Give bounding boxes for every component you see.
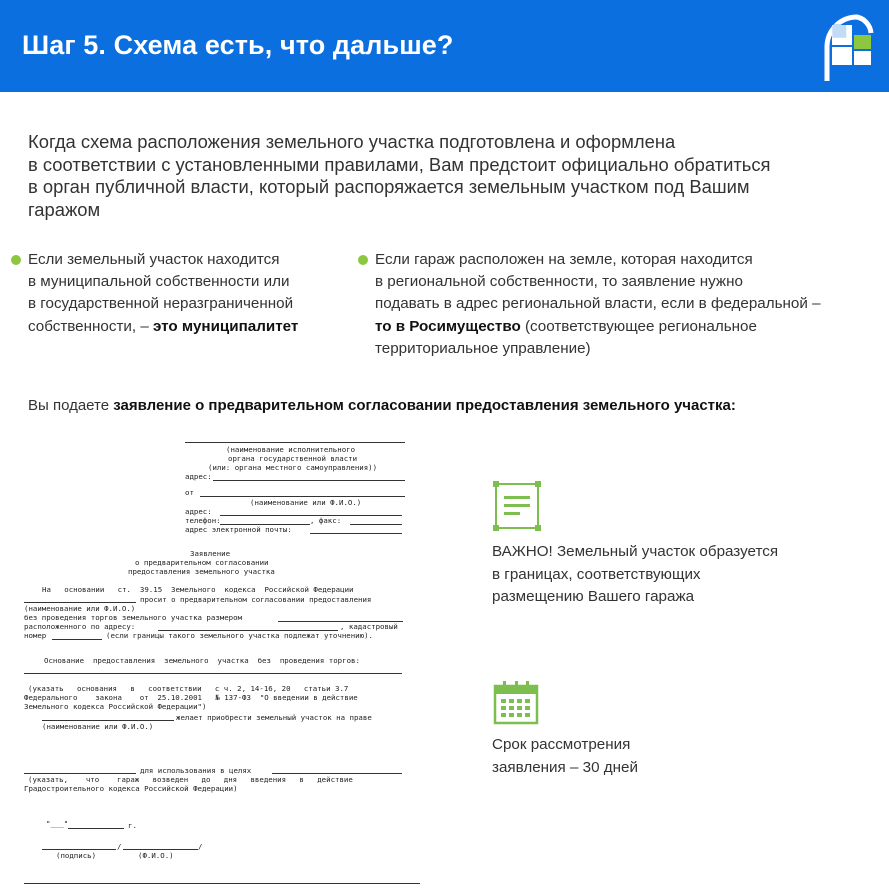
form-text: органа государственной власти bbox=[228, 454, 358, 463]
note-line: заявления – 30 дней bbox=[492, 758, 638, 776]
header-bar bbox=[0, 0, 889, 92]
form-text: Основание предоставления земельного участка без проведения торгов: bbox=[44, 656, 360, 665]
form-title: предоставления земельного участка bbox=[128, 567, 275, 576]
form-line bbox=[350, 524, 402, 525]
bullet-emphasis: то в Росимущество bbox=[375, 317, 521, 335]
bullet-line: Если гараж расположен на земле, которая находится bbox=[375, 251, 753, 268]
form-text: г. bbox=[128, 821, 137, 830]
submit-emphasis: заявление о предварительном согласовании предоставления земельного участка: bbox=[113, 397, 736, 414]
form-line bbox=[42, 849, 116, 850]
form-text: (Ф.И.О.) bbox=[138, 851, 174, 860]
bullet-line: территориальное управление) bbox=[375, 339, 591, 357]
calendar-icon bbox=[493, 681, 539, 725]
form-text: Градостроительного кодекса Российской Федерации) bbox=[24, 784, 238, 793]
form-line bbox=[42, 720, 174, 721]
bullet-municipal bbox=[28, 249, 348, 338]
form-line bbox=[123, 849, 198, 850]
form-line bbox=[185, 442, 405, 443]
form-text: адрес электронной почты: bbox=[185, 525, 292, 534]
form-text: без проведения торгов земельного участка размером bbox=[24, 613, 243, 622]
form-line bbox=[272, 773, 402, 774]
term-note bbox=[492, 734, 872, 779]
form-date: "___" bbox=[46, 819, 69, 828]
form-text: (если границы такого земельного участка подлежат уточнению). bbox=[106, 631, 373, 640]
bullet-text: (соответствующее региональное bbox=[520, 317, 757, 335]
form-text: (наименование исполнительного bbox=[226, 445, 356, 454]
submit-prefix: Вы подаете bbox=[28, 397, 114, 414]
bullet-line: в государственной неразграниченной bbox=[28, 295, 294, 313]
intro-line: в орган публичной власти, который распоряжается земельным участком под Вашим bbox=[28, 176, 750, 197]
form-text: (наименование или Ф.И.О.) bbox=[250, 498, 362, 507]
document-frame-icon bbox=[493, 481, 541, 531]
bullet-text: собственности, – bbox=[28, 317, 153, 335]
form-text: просит о предварительном согласовании предоставления bbox=[140, 595, 372, 604]
rosreestr-logo-icon bbox=[823, 11, 875, 83]
bullet-line: в региональной собственности, то заявление нужно bbox=[375, 273, 743, 291]
submit-statement bbox=[28, 397, 736, 414]
form-text: (наименование или Ф.И.О.) bbox=[24, 604, 136, 613]
bullet-line: в муниципальной собственности или bbox=[28, 273, 290, 291]
form-text: адрес: bbox=[185, 472, 212, 481]
intro-line: в соответствии с установленными правилами, Вам предстоит официально обратиться bbox=[28, 153, 771, 175]
form-text: / bbox=[117, 842, 122, 851]
form-line bbox=[68, 828, 124, 829]
application-form-sample bbox=[20, 428, 420, 888]
note-line: Срок рассмотрения bbox=[492, 736, 631, 753]
form-text: телефон: bbox=[185, 516, 221, 525]
bullet-line: подавать в адрес региональной власти, если в федеральной – bbox=[375, 295, 821, 313]
form-text: Земельного кодекса Российской Федерации") bbox=[24, 702, 207, 711]
form-line bbox=[24, 773, 136, 774]
form-text: номер bbox=[24, 631, 47, 640]
bullet-dot-icon bbox=[11, 255, 21, 265]
form-line bbox=[24, 602, 136, 603]
form-text: Федерального закона от 25.10.2001 № 137-ФЗ "О введении в действие bbox=[24, 693, 358, 702]
form-text: На основании ст. 39.15 Земельного кодекса Российской Федерации bbox=[42, 585, 354, 594]
form-text: желает приобрести земельный участок на праве bbox=[176, 713, 372, 722]
form-text: от bbox=[185, 488, 194, 497]
form-text: / bbox=[198, 842, 203, 851]
bullet-emphasis: это муниципалитет bbox=[153, 317, 299, 335]
form-title: Заявление bbox=[190, 549, 231, 558]
form-line bbox=[52, 639, 102, 640]
form-line bbox=[24, 883, 420, 884]
form-text: расположенного по адресу: bbox=[24, 622, 136, 631]
intro-paragraph bbox=[28, 131, 858, 221]
form-text: адрес: bbox=[185, 507, 212, 516]
note-line: ВАЖНО! Земельный участок образуется bbox=[492, 543, 779, 560]
form-text: , факс: bbox=[310, 516, 342, 525]
form-line bbox=[200, 496, 405, 497]
form-text: (указать, что гараж возведен до дня введения в действие bbox=[28, 775, 353, 784]
note-line: в границах, соответствующих bbox=[492, 565, 701, 583]
bullet-line bbox=[375, 316, 875, 338]
form-line bbox=[310, 533, 402, 534]
bullet-dot-icon bbox=[358, 255, 368, 265]
form-text: (или: органа местного самоуправления)) bbox=[208, 463, 378, 472]
bullet-regional bbox=[375, 249, 875, 360]
important-note bbox=[492, 541, 872, 609]
form-text: , кадастровый bbox=[340, 622, 398, 631]
form-line bbox=[213, 480, 405, 481]
form-text: (указать основания в соответствии с ч. 2, 14-16, 20 статьи 3.7 bbox=[28, 684, 349, 693]
form-text: для использования в целях bbox=[140, 766, 252, 775]
intro-line: гаражом bbox=[28, 198, 101, 220]
form-text: (подпись) bbox=[56, 851, 97, 860]
form-title: о предварительном согласовании bbox=[135, 558, 269, 567]
intro-line: Когда схема расположения земельного участка подготовлена и оформлена bbox=[28, 131, 676, 152]
form-text: (наименование или Ф.И.О.) bbox=[42, 722, 154, 731]
bullet-line: Если земельный участок находится bbox=[28, 251, 280, 268]
form-line bbox=[24, 673, 402, 674]
note-line: размещению Вашего гаража bbox=[492, 588, 695, 605]
page-title: Шаг 5. Схема есть, что дальше? bbox=[22, 30, 454, 60]
bullet-line bbox=[28, 316, 348, 338]
